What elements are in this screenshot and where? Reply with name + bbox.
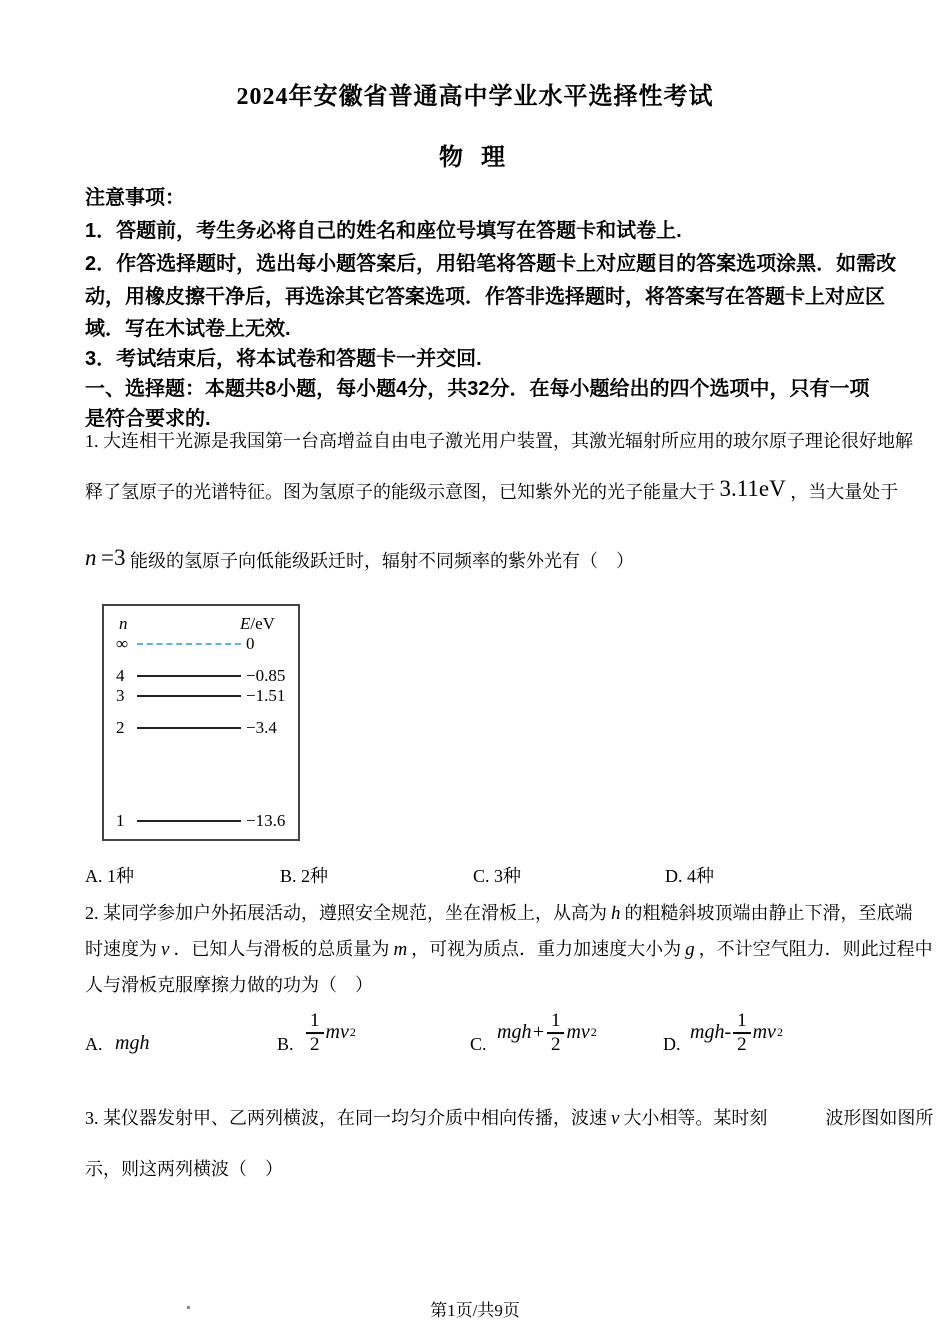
notice-heading: 注意事项：: [85, 187, 185, 209]
fraction-denominator: 2: [310, 1034, 320, 1055]
diagram-energy-symbol: E: [240, 614, 251, 633]
q2-line2-seg2: ．已知人与滑板的总质量为: [173, 939, 390, 959]
option-label: C.: [470, 1034, 487, 1054]
q2-text-line-3: 人与滑板克服摩擦力做的功为（ ）: [85, 975, 373, 995]
section-heading-line-1: 一、选择题：本题共8小题，每小题4分，共32分．在每小题给出的四个选项中，只有一项: [85, 378, 870, 400]
q1-option-c: C. 3种: [473, 866, 522, 886]
q1-n-equals-value: =3: [101, 545, 126, 570]
level-label: ∞: [116, 634, 129, 653]
option-label: B.: [277, 1034, 294, 1054]
q1-text-line-2: [85, 477, 898, 506]
level-label: 4: [116, 666, 125, 685]
option-label: A.: [85, 1034, 103, 1054]
q2-line1-post: 的粗糙斜坡顶端由静止下滑，至底端: [624, 903, 913, 923]
q2-m-variable: m: [393, 939, 408, 960]
fraction-numerator: 1: [547, 1011, 565, 1034]
formula-post: mv: [325, 1021, 349, 1044]
diagram-energy-unit: /eV: [250, 614, 275, 633]
level-line: [137, 727, 241, 729]
q2-g-variable: g: [685, 939, 695, 960]
q3-line1-post: 波形图如图所: [825, 1108, 934, 1128]
level-energy-value: −1.51: [246, 686, 286, 705]
page-title: 2024年安徽省普通高中学业水平选择性考试: [236, 84, 714, 110]
q2-text-line-1: [85, 902, 913, 926]
energy-level-row-4: [116, 665, 294, 687]
q1-photon-energy-value: 3.11eV: [719, 476, 786, 501]
q1-line2-pre: 释了氢原子的光谱特征。图为氢原子的能级示意图，已知紫外光的光子能量大于: [85, 482, 715, 502]
energy-level-row-3: [116, 685, 294, 707]
q1-options-row: [85, 862, 868, 886]
energy-level-row-infinity: [116, 633, 294, 655]
option-formula: [497, 1011, 597, 1055]
fraction: [547, 1011, 565, 1055]
level-energy-value: −0.85: [246, 666, 286, 685]
fraction-numerator: 1: [733, 1011, 751, 1034]
formula-exponent: 2: [590, 1025, 597, 1040]
fraction: [733, 1011, 751, 1055]
q1-text-line-3: [85, 546, 634, 575]
energy-level-row-2: [116, 717, 294, 739]
formula-pre: mgh-: [690, 1021, 732, 1044]
energy-level-diagram: [102, 604, 300, 841]
formula-exponent: 2: [349, 1025, 356, 1040]
option-label: D.: [663, 1034, 681, 1054]
q1-text-line-1: 1. 大连相干光源是我国第一台高增益自由电子激光用户装置，其激光辐射所应用的玻尔原子理论很好地解: [85, 431, 913, 451]
level-energy-value: −13.6: [246, 811, 286, 830]
level-label: 3: [116, 686, 125, 705]
formula-exponent: 2: [776, 1025, 783, 1040]
diagram-n-header: n: [119, 614, 128, 633]
q1-line2-post: ，当大量处于: [790, 482, 899, 502]
q2-text-line-2: [85, 938, 933, 962]
notice-line-4: 域．写在木试卷上无效.: [85, 318, 291, 340]
energy-level-row-1: [116, 810, 294, 832]
level-label: 2: [116, 718, 125, 737]
page-number-footer: 第1页/共9页: [430, 1301, 520, 1320]
fraction-denominator: 2: [550, 1034, 561, 1055]
fraction: [306, 1011, 324, 1055]
q2-line2-seg4: ，不计空气阻力．则此过程中: [698, 939, 933, 959]
notice-line-5: 3．考试结束后，将本试卷和答题卡一并交回.: [85, 348, 482, 370]
q1-line3-post: 能级的氢原子向低能级跃迁时，辐射不同频率的紫外光有（ ）: [129, 551, 634, 571]
option-formula: mgh: [115, 1032, 150, 1054]
q2-v-variable: v: [161, 939, 170, 960]
level-line: [137, 675, 241, 677]
diagram-energy-header: [240, 614, 275, 634]
q2-line1-pre: 2. 某同学参加户外拓展活动，遵照安全规范，坐在滑板上，从高为: [85, 903, 607, 923]
formula-pre: mgh+: [497, 1021, 545, 1044]
infinity-level-line: [137, 643, 241, 645]
option-formula: [304, 1011, 356, 1055]
q3-line1-pre: 3. 某仪器发射甲、乙两列横波，在同一均匀介质中相向传播，波速: [85, 1108, 607, 1128]
fraction-numerator: 1: [306, 1011, 324, 1034]
fraction-denominator: 2: [737, 1034, 747, 1055]
subject-title: 物 理: [439, 145, 511, 171]
notice-line-1: 1．答题前，考生务必将自己的姓名和座位号填写在答题卡和试卷上.: [85, 220, 682, 242]
q3-v-variable: v: [611, 1108, 620, 1129]
level-label: 1: [116, 811, 125, 830]
notice-line-3: 动，用橡皮擦干净后，再选涂其它答案选项．作答非选择题时，将答案写在答题卡上对应区: [85, 286, 885, 308]
level-energy-value: 0: [246, 634, 255, 653]
q1-option-d: D. 4种: [665, 866, 714, 886]
level-energy-value: −3.4: [246, 718, 277, 737]
q3-text-line-1: [85, 1107, 933, 1131]
notice-line-2: 2．作答选择题时，选出每小题答案后，用铅笔将答题卡上对应题目的答案选项涂黑．如需改: [85, 253, 897, 275]
section-heading-line-2: 是符合要求的.: [85, 408, 211, 430]
formula-post: mv: [752, 1021, 776, 1044]
formula-post: mv: [566, 1021, 590, 1044]
q3-line1-mid: 大小相等。某时刻: [623, 1108, 768, 1128]
q1-n-variable: n: [85, 545, 97, 570]
level-line: [137, 820, 241, 822]
q2-h-variable: h: [611, 903, 621, 924]
level-line: [137, 695, 241, 697]
q1-option-b: B. 2种: [280, 866, 329, 886]
q2-options-row: [85, 1003, 868, 1063]
q2-line2-seg1: 时速度为: [85, 939, 157, 959]
q3-text-line-2: 示，则这两列横波（ ）: [85, 1159, 283, 1179]
option-formula: [690, 1011, 783, 1055]
q2-line2-seg3: ，可视为质点．重力加速度大小为: [411, 939, 682, 959]
q1-option-a: A. 1种: [85, 866, 134, 886]
